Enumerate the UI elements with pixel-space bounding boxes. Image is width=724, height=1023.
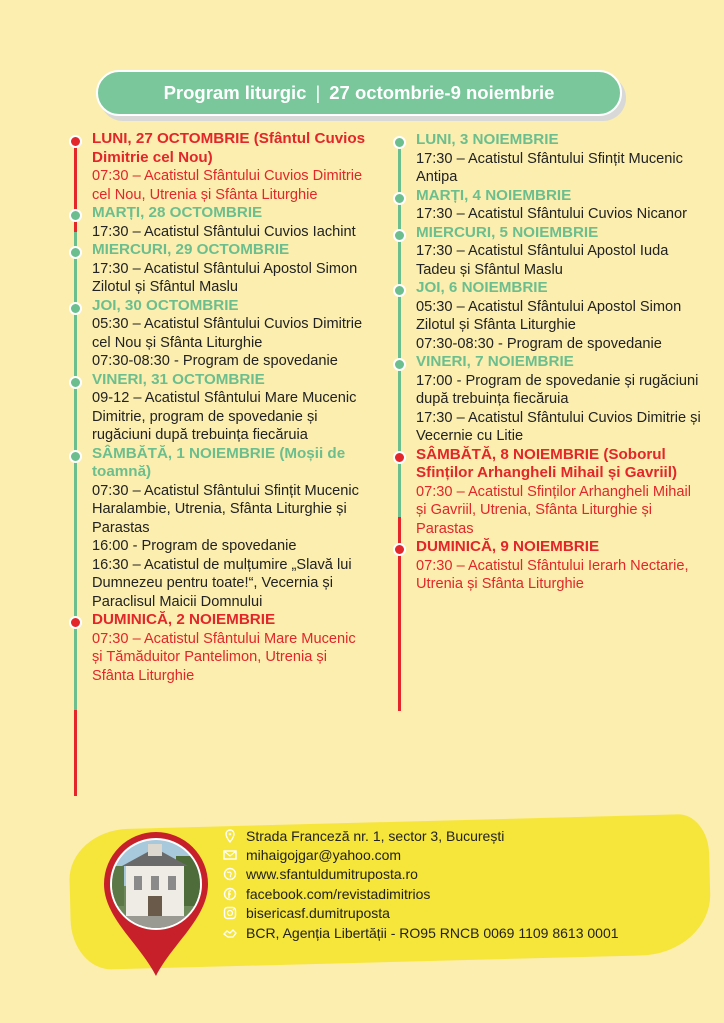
schedule-day xyxy=(392,279,702,353)
timeline-dot-icon xyxy=(393,229,406,242)
day-heading: LUNI, 3 NOIEMBRIE xyxy=(416,131,559,148)
day-heading: MARȚI, 28 OCTOMBRIE xyxy=(92,204,263,221)
church-location-pin xyxy=(96,826,216,978)
timeline-dot-icon xyxy=(393,192,406,205)
service-entry: 07:30-08:30 - Program de spovedanie xyxy=(416,335,662,352)
timeline-dot-icon xyxy=(393,284,406,297)
location-icon xyxy=(222,829,238,843)
service-entry: 07:30-08:30 - Program de spovedanie xyxy=(92,353,338,369)
service-entry: 17:30 – Acatistul Sfântului Sfințit Mucenic Antipa xyxy=(416,150,683,185)
contact-text: www.sfantuldumitruposta.ro xyxy=(246,866,418,883)
day-heading: LUNI, 27 OCTOMBRIE (Sfântul Cuvios Dimitrie cel Nou) xyxy=(92,130,366,166)
title-dates: 27 octombrie-9 noiembrie xyxy=(329,82,555,103)
contact-text: bisericasf.dumitruposta xyxy=(246,905,390,922)
service-entry: 16:30 – Acatistul de mulțumire „Slavă lui Dumnezeu pentru toate!“, Vecernia și Paraclisul Maicii Domnului xyxy=(92,556,352,610)
day-heading: DUMINICĂ, 9 NOIEMBRIE xyxy=(416,538,600,555)
timeline-dot-icon xyxy=(393,136,406,149)
service-entry: 05:30 – Acatistul Sfântului Apostol Simon Zilotul și Sfânta Liturghie xyxy=(416,298,682,333)
service-entry: 17:30 – Acatistul Sfântului Apostol Simon Zilotul și Sfântul Maslu xyxy=(92,260,358,295)
service-entry: 09-12 – Acatistul Sfântului Mare Mucenic Dimitrie, program de spovedanie și rugăciuni după trebuința fiecăruia xyxy=(92,390,357,443)
service-entry: 17:30 – Acatistul Sfântului Cuvios Nicanor xyxy=(416,206,687,222)
service-entry: 07:30 – Acatistul Sfântului Mare Mucenic și Tămăduitor Pantelimon, Utrenia și Sfânta Liturghie xyxy=(92,630,356,684)
timeline-dot-icon xyxy=(393,451,406,464)
service-entry: 07:30 – Acatistul Sfântului Cuvios Dimitrie cel Nou, Utrenia și Sfânta Liturghie xyxy=(92,168,363,203)
timeline-dot-icon xyxy=(69,450,82,463)
day-heading: MARȚI, 4 NOIEMBRIE xyxy=(416,186,572,204)
schedule-day xyxy=(68,204,368,241)
schedule-day xyxy=(68,371,368,445)
contact-row xyxy=(222,884,702,903)
schedule-day xyxy=(68,445,368,612)
schedule-day xyxy=(392,446,702,539)
contact-text: Strada Franceză nr. 1, sector 3, București xyxy=(246,827,505,844)
day-heading: SÂMBĂTĂ, 8 NOIEMBRIE (Soborul Sfinților Arhangheli Mihail și Gavriil) xyxy=(416,445,678,481)
schedule-day xyxy=(68,297,368,371)
email-icon xyxy=(222,848,238,862)
contact-row xyxy=(222,904,702,923)
day-heading: DUMINICĂ, 2 NOIEMBRIE xyxy=(92,611,276,628)
service-entry: 17:30 – Acatistul Sfântului Cuvios Dimitrie și Vecernie cu Litie xyxy=(416,409,701,444)
schedule-day xyxy=(392,353,702,446)
day-heading: VINERI, 31 OCTOMBRIE xyxy=(92,370,265,388)
title-left: Program liturgic xyxy=(163,82,307,103)
day-heading: JOI, 30 OCTOMBRIE xyxy=(92,296,239,314)
timeline-dot-icon xyxy=(69,209,82,222)
contact-text: mihaigojgar@yahoo.com xyxy=(246,847,402,864)
service-entry: 17:00 - Program de spovedanie și rugăciuni după trebuința fiecăruia xyxy=(416,372,699,407)
timeline-dot-icon xyxy=(69,616,82,629)
service-entry: 07:30 – Acatistul Sfântului Sfințit Mucenic Haralambie, Utrenia, Sfânta Liturghie și Parastas xyxy=(92,482,359,536)
schedule-right-column xyxy=(392,131,702,711)
contact-row xyxy=(222,865,702,884)
schedule-left-column xyxy=(68,130,368,796)
contact-row xyxy=(222,845,702,864)
day-heading: VINERI, 7 NOIEMBRIE xyxy=(416,353,574,370)
service-entry: 05:30 – Acatistul Sfântului Cuvios Dimitrie cel Nou și Sfânta Liturghie xyxy=(92,316,363,351)
service-entry: 07:30 – Acatistul Sfinților Arhangheli Mihail și Gavriil, Utrenia, Sfânta Liturghie și Parastas xyxy=(416,483,692,537)
title-separator: | xyxy=(315,82,321,103)
day-heading: SÂMBĂTĂ, 1 NOIEMBRIE (Moșii de toamnă) xyxy=(92,444,346,480)
timeline-dot-icon xyxy=(393,543,406,556)
schedule-day xyxy=(392,538,702,594)
timeline-dot-icon xyxy=(69,376,82,389)
service-entry: 07:30 – Acatistul Sfântului Ierarh Nectarie, Utrenia și Sfânta Liturghie xyxy=(416,557,689,592)
globe-icon xyxy=(222,867,238,881)
schedule-day xyxy=(68,241,368,297)
service-entry: 16:00 - Program de spovedanie xyxy=(92,538,297,554)
contact-row xyxy=(222,923,702,942)
day-heading: MIERCURI, 5 NOIEMBRIE xyxy=(416,223,599,241)
timeline-dot-icon xyxy=(393,358,406,371)
schedule-day xyxy=(392,187,702,224)
contact-text: facebook.com/revistadimitrios xyxy=(246,885,431,902)
day-heading: MIERCURI, 29 OCTOMBRIE xyxy=(92,241,290,258)
title-banner xyxy=(96,70,622,116)
day-heading: JOI, 6 NOIEMBRIE xyxy=(416,279,548,296)
facebook-icon xyxy=(222,887,238,901)
service-entry: 17:30 – Acatistul Sfântului Cuvios Iachint xyxy=(92,223,356,240)
schedule-day xyxy=(68,611,368,685)
contact-row xyxy=(222,826,702,845)
schedule-day xyxy=(68,130,368,204)
instagram-icon xyxy=(222,906,238,920)
schedule-day xyxy=(392,224,702,280)
contact-text: BCR, Agenția Libertății - RO95 RNCB 0069 1109 8613 0001 xyxy=(246,924,619,941)
contact-list xyxy=(222,826,702,942)
service-entry: 17:30 – Acatistul Sfântului Apostol Iuda Tadeu și Sfântul Maslu xyxy=(416,243,669,278)
timeline-dot-icon xyxy=(69,302,82,315)
schedule-day xyxy=(392,131,702,187)
bank-icon xyxy=(222,926,238,940)
timeline-dot-icon xyxy=(69,135,82,148)
timeline-dot-icon xyxy=(69,246,82,259)
